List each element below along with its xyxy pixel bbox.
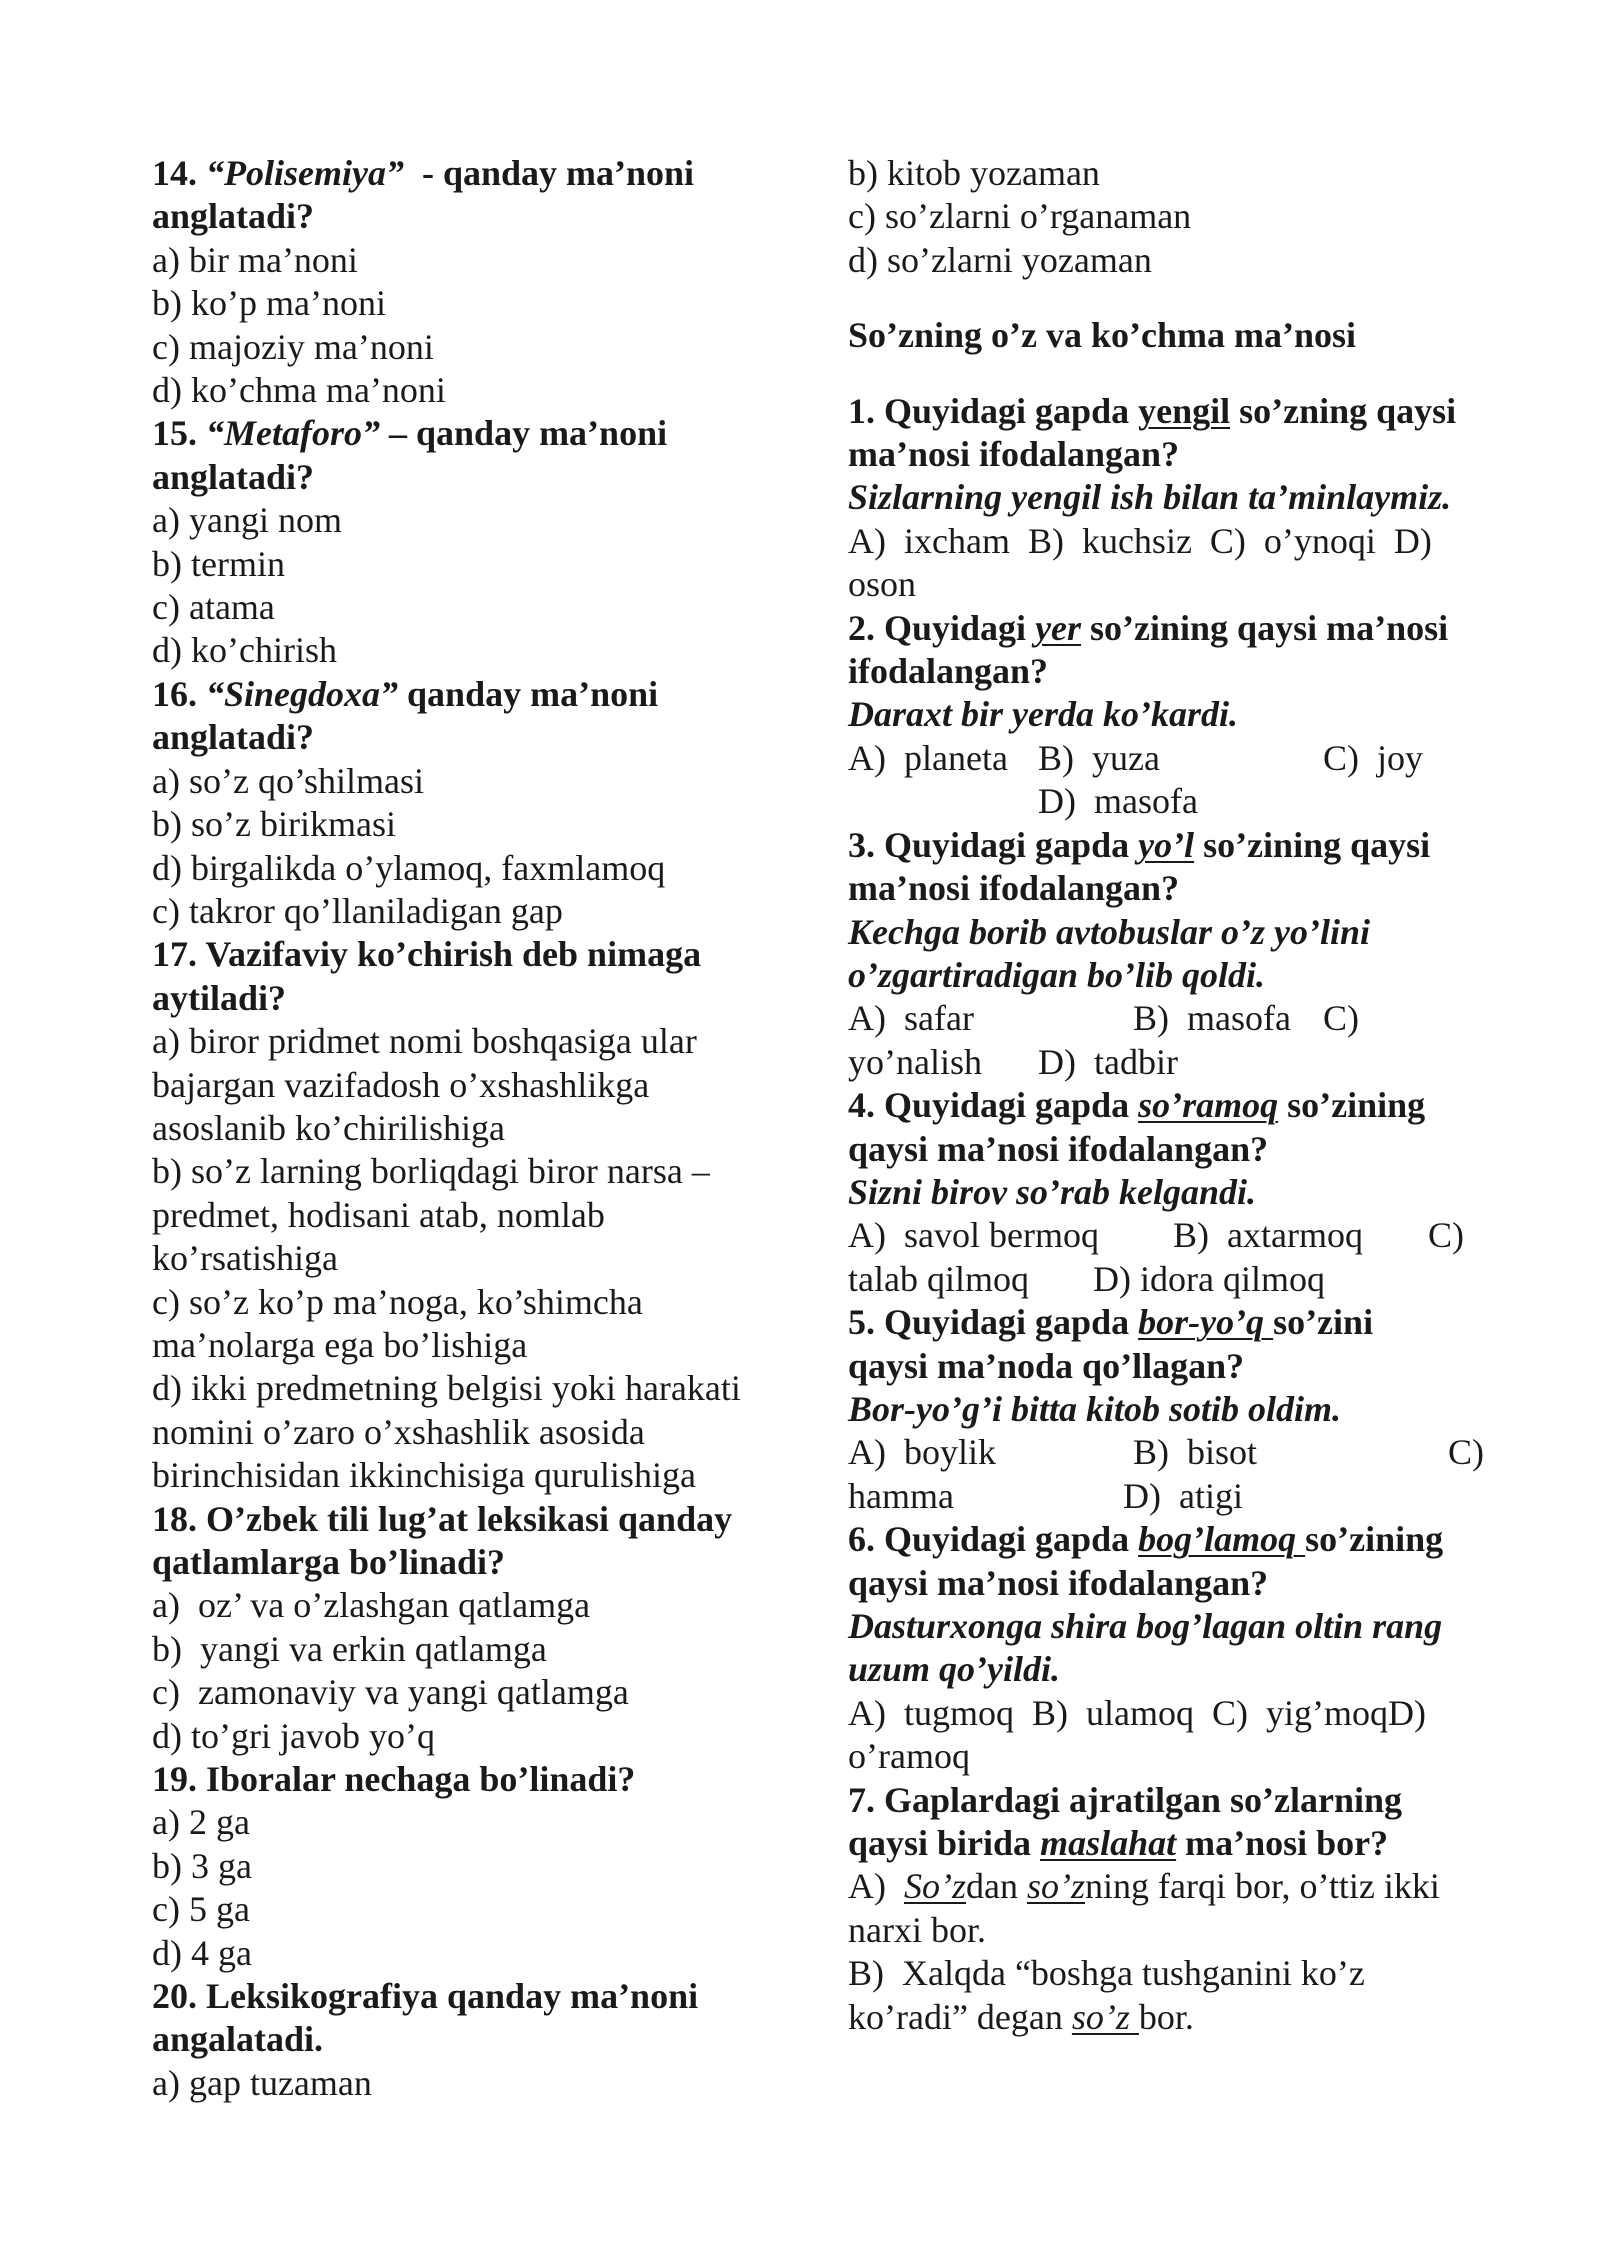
question-7-title: 7. Gaplardagi ajratilgan so’zlarning	[848, 1779, 1403, 1820]
highlighted-word: yengil	[1138, 390, 1231, 431]
option-b: B) yuza	[1038, 737, 1160, 778]
question-20-continued-options	[848, 152, 1488, 282]
option: b) so’z birikmasi	[152, 804, 396, 845]
option-c: C) yig’moq	[1211, 1692, 1388, 1733]
highlighted-word: yer	[1035, 607, 1082, 648]
highlighted-word: So’z	[904, 1866, 966, 1907]
highlighted-word: yo’l	[1138, 824, 1195, 865]
option-line: nomini o’zaro o’xshashlik asosida	[152, 1411, 645, 1452]
question-14-title: 14. “Polisemiya” - qanday ma’noni	[152, 153, 695, 193]
question-4	[848, 1084, 1488, 1301]
question-6-title: 6. Quyidagi gapda bog’lamoq so’zining	[848, 1519, 1444, 1560]
question-4-title-line2: qaysi ma’nosi ifodalangan?	[848, 1128, 1269, 1169]
term-metaforo: “Metaforo”	[206, 413, 380, 454]
question-2-title-line2: ifodalangan?	[848, 651, 1049, 692]
option-line: c) so’z ko’p ma’noga, ko’shimcha	[152, 1281, 643, 1322]
question-18-title: 18. O’zbek tili lug’at leksikasi qanday	[152, 1498, 733, 1539]
highlighted-word: maslahat	[1040, 1823, 1177, 1864]
question-16-title: 16. “Sinegdoxa” qanday ma’noni	[152, 673, 659, 714]
option: b) termin	[152, 543, 285, 584]
question-1-title: 1. Quyidagi gapda yengil so’zning qaysi	[848, 390, 1457, 431]
option-a: A) planeta	[848, 737, 1008, 778]
section-title: So’zning o’z va ko’chma ma’nosi	[848, 315, 1357, 356]
example-sentence-line2: o’zgartiradigan bo’lib qoldi.	[848, 954, 1266, 995]
options-row	[848, 520, 1488, 563]
option: c) atama	[152, 587, 275, 628]
option-line: ma’nolarga ega bo’lishiga	[152, 1324, 528, 1365]
option-line: asoslanib ko’chirilishiga	[152, 1107, 505, 1148]
option: a) bir ma’noni	[152, 239, 358, 280]
option-line: bajargan vazifadosh o’xshashlikga	[152, 1064, 650, 1105]
option-c: C)	[1428, 1215, 1464, 1256]
option-d: D) tadbir	[1038, 1041, 1178, 1082]
question-20-title: 20. Leksikografiya qanday ma’noni	[152, 1976, 699, 2017]
option-c: C) joy	[1323, 737, 1424, 778]
question-1	[848, 390, 1488, 607]
option: b) ko’p ma’noni	[152, 283, 386, 324]
example-sentence: Bor-yo’g’i bitta kitob sotib oldim.	[848, 1388, 1341, 1429]
question-19-title: 19. Iboralar nechaga bo’linadi?	[152, 1759, 636, 1800]
left-column	[152, 152, 792, 2105]
example-sentence: Daraxt bir yerda ko’kardi.	[848, 694, 1238, 735]
question-1-title-line2: ma’nosi ifodalangan?	[848, 434, 1180, 475]
example-sentence: Sizlarning yengil ish bilan ta’minlaymiz.	[848, 477, 1452, 518]
question-19	[152, 1758, 792, 1975]
option-line: b) so’z larning borliqdagi biror narsa –	[152, 1151, 710, 1192]
option: a) oz’ va o’zlashgan qatlamga	[152, 1585, 591, 1626]
option-a: A) savol bermoq	[848, 1215, 1099, 1256]
option-c-text: talab qilmoq	[848, 1258, 1029, 1299]
question-3-title-line2: ma’nosi ifodalangan?	[848, 868, 1180, 909]
options-row-2	[848, 1041, 1488, 1084]
option: c) majoziy ma’noni	[152, 326, 434, 367]
options-row-2	[848, 1258, 1488, 1301]
right-column	[848, 152, 1488, 2039]
option-d: D) idora qilmoq	[1093, 1258, 1325, 1299]
question-3-title: 3. Quyidagi gapda yo’l so’zining qaysi	[848, 824, 1431, 865]
option-a: A) boylik	[848, 1432, 996, 1473]
option-line: ko’rsatishiga	[152, 1238, 338, 1279]
spacer	[848, 282, 1488, 314]
option-d-text: oson	[848, 564, 917, 605]
question-16	[152, 673, 792, 933]
term-polisemiya: “Polisemiya”	[206, 153, 404, 193]
spacer	[848, 358, 1488, 390]
question-14-title-line2: anglatadi?	[152, 196, 315, 237]
option-b-line2: ko’radi” degan so’z bor.	[848, 1996, 1194, 2037]
highlighted-word: bog’lamoq	[1138, 1519, 1306, 1560]
option: a) gap tuzaman	[152, 2062, 372, 2103]
option-d: D) atigi	[1123, 1475, 1243, 1516]
question-15-title: 15. “Metaforo” – qanday ma’noni	[152, 413, 668, 454]
option-a: A) ixcham	[848, 520, 1010, 561]
option: c) 5 ga	[152, 1889, 250, 1930]
question-5	[848, 1301, 1488, 1518]
question-18	[152, 1498, 792, 1758]
option-b: B) bisot	[1133, 1432, 1258, 1473]
example-sentence: Kechga borib avtobuslar o’z yo’lini	[848, 911, 1371, 952]
question-5-title-line2: qaysi ma’noda qo’llagan?	[848, 1345, 1245, 1386]
highlighted-word: so’z	[1071, 1996, 1139, 2037]
example-sentence: Sizni birov so’rab kelgandi.	[848, 1171, 1257, 1212]
question-5-title: 5. Quyidagi gapda bor-yo’q so’zini	[848, 1302, 1374, 1343]
options-row	[848, 737, 1488, 780]
option: a) yangi nom	[152, 500, 342, 541]
question-17-title: 17. Vazifaviy ko’chirish deb nimaga	[152, 934, 702, 975]
option-b: B) Xalqda “boshga tushganini ko’z	[848, 1953, 1365, 1994]
option: a) 2 ga	[152, 1802, 250, 1843]
option-d: D)	[1387, 1692, 1426, 1733]
option: d) birgalikda o’ylamoq, faxmlamoq	[152, 847, 666, 888]
option-line: predmet, hodisani atab, nomlab	[152, 1194, 605, 1235]
option: c) zamonaviy va yangi qatlamga	[152, 1672, 629, 1713]
question-20-title-line2: angalatadi.	[152, 2019, 324, 2060]
option: c) so’zlarni o’rganaman	[848, 196, 1192, 237]
question-17	[152, 933, 792, 1497]
term-sinegdoxa: “Sinegdoxa”	[206, 673, 399, 714]
option-line: a) biror pridmet nomi boshqasiga ular	[152, 1021, 697, 1062]
option-b: B) ulamoq	[1032, 1692, 1194, 1733]
question-16-title-line2: anglatadi?	[152, 717, 315, 758]
option-d: D) masofa	[1038, 781, 1198, 822]
options-row	[848, 997, 1488, 1040]
option-d-text: o’ramoq	[848, 1736, 970, 1777]
option-a: A) tugmoq	[848, 1692, 1014, 1733]
option-a: A) safar	[848, 998, 974, 1039]
option: b) yangi va erkin qatlamga	[152, 1628, 547, 1669]
option: d) ko’chma ma’noni	[152, 370, 446, 411]
option: d) 4 ga	[152, 1932, 252, 1973]
option-c-text: yo’nalish	[848, 1041, 982, 1082]
option-c: C)	[1323, 998, 1359, 1039]
options-row	[848, 1431, 1488, 1474]
highlighted-word: bor-yo’q	[1138, 1302, 1274, 1343]
option-c: C)	[1448, 1432, 1484, 1473]
option-b: B) kuchsiz	[1027, 520, 1192, 561]
options-row	[848, 1214, 1488, 1257]
question-17-title-line2: aytiladi?	[152, 977, 287, 1018]
option-c-text: hamma	[848, 1475, 954, 1516]
question-20	[152, 1975, 792, 2105]
highlighted-word: so’z	[1026, 1866, 1085, 1907]
question-18-title-line2: qatlamlarga bo’linadi?	[152, 1542, 506, 1582]
example-sentence: Dasturxonga shira bog’lagan oltin rang	[848, 1606, 1443, 1646]
question-15	[152, 412, 792, 672]
question-3	[848, 824, 1488, 1084]
option-d: D)	[1393, 520, 1432, 561]
option-line: d) ikki predmetning belgisi yoki harakati	[152, 1368, 741, 1409]
question-15-title-line2: anglatadi?	[152, 456, 315, 497]
option: d) to’gri javob yo’q	[152, 1715, 435, 1756]
question-6	[848, 1518, 1488, 1778]
question-7-title-line2: qaysi birida maslahat ma’nosi bor?	[848, 1823, 1389, 1864]
option: d) ko’chirish	[152, 630, 337, 671]
option-a-line2: narxi bor.	[848, 1909, 986, 1950]
option-b: B) axtarmoq	[1173, 1215, 1363, 1256]
option: d) so’zlarni yozaman	[848, 239, 1152, 280]
question-2	[848, 607, 1488, 824]
question-4-title: 4. Quyidagi gapda so’ramoq so’zining	[848, 1085, 1426, 1126]
highlighted-word: so’ramoq	[1138, 1085, 1279, 1126]
option-a: A) So’zdan so’zning farqi bor, o’ttiz ikki	[848, 1866, 1440, 1907]
question-2-title: 2. Quyidagi yer so’zining qaysi ma’nosi	[848, 607, 1449, 648]
option-c: C) o’ynoqi	[1209, 520, 1376, 561]
option: b) 3 ga	[152, 1845, 252, 1886]
example-sentence-line2: uzum qo’yildi.	[848, 1649, 1061, 1690]
option-line: birinchisidan ikkinchisiga qurulishiga	[152, 1455, 696, 1496]
option: c) takror qo’llaniladigan gap	[152, 890, 563, 931]
question-7	[848, 1779, 1488, 2039]
options-row	[848, 1692, 1488, 1735]
option: a) so’z qo’shilmasi	[152, 760, 424, 801]
option-b: B) masofa	[1133, 998, 1291, 1039]
option: b) kitob yozaman	[848, 153, 1100, 193]
question-6-title-line2: qaysi ma’nosi ifodalangan?	[848, 1562, 1269, 1603]
question-14	[152, 152, 792, 412]
options-row-2	[848, 1475, 1488, 1518]
